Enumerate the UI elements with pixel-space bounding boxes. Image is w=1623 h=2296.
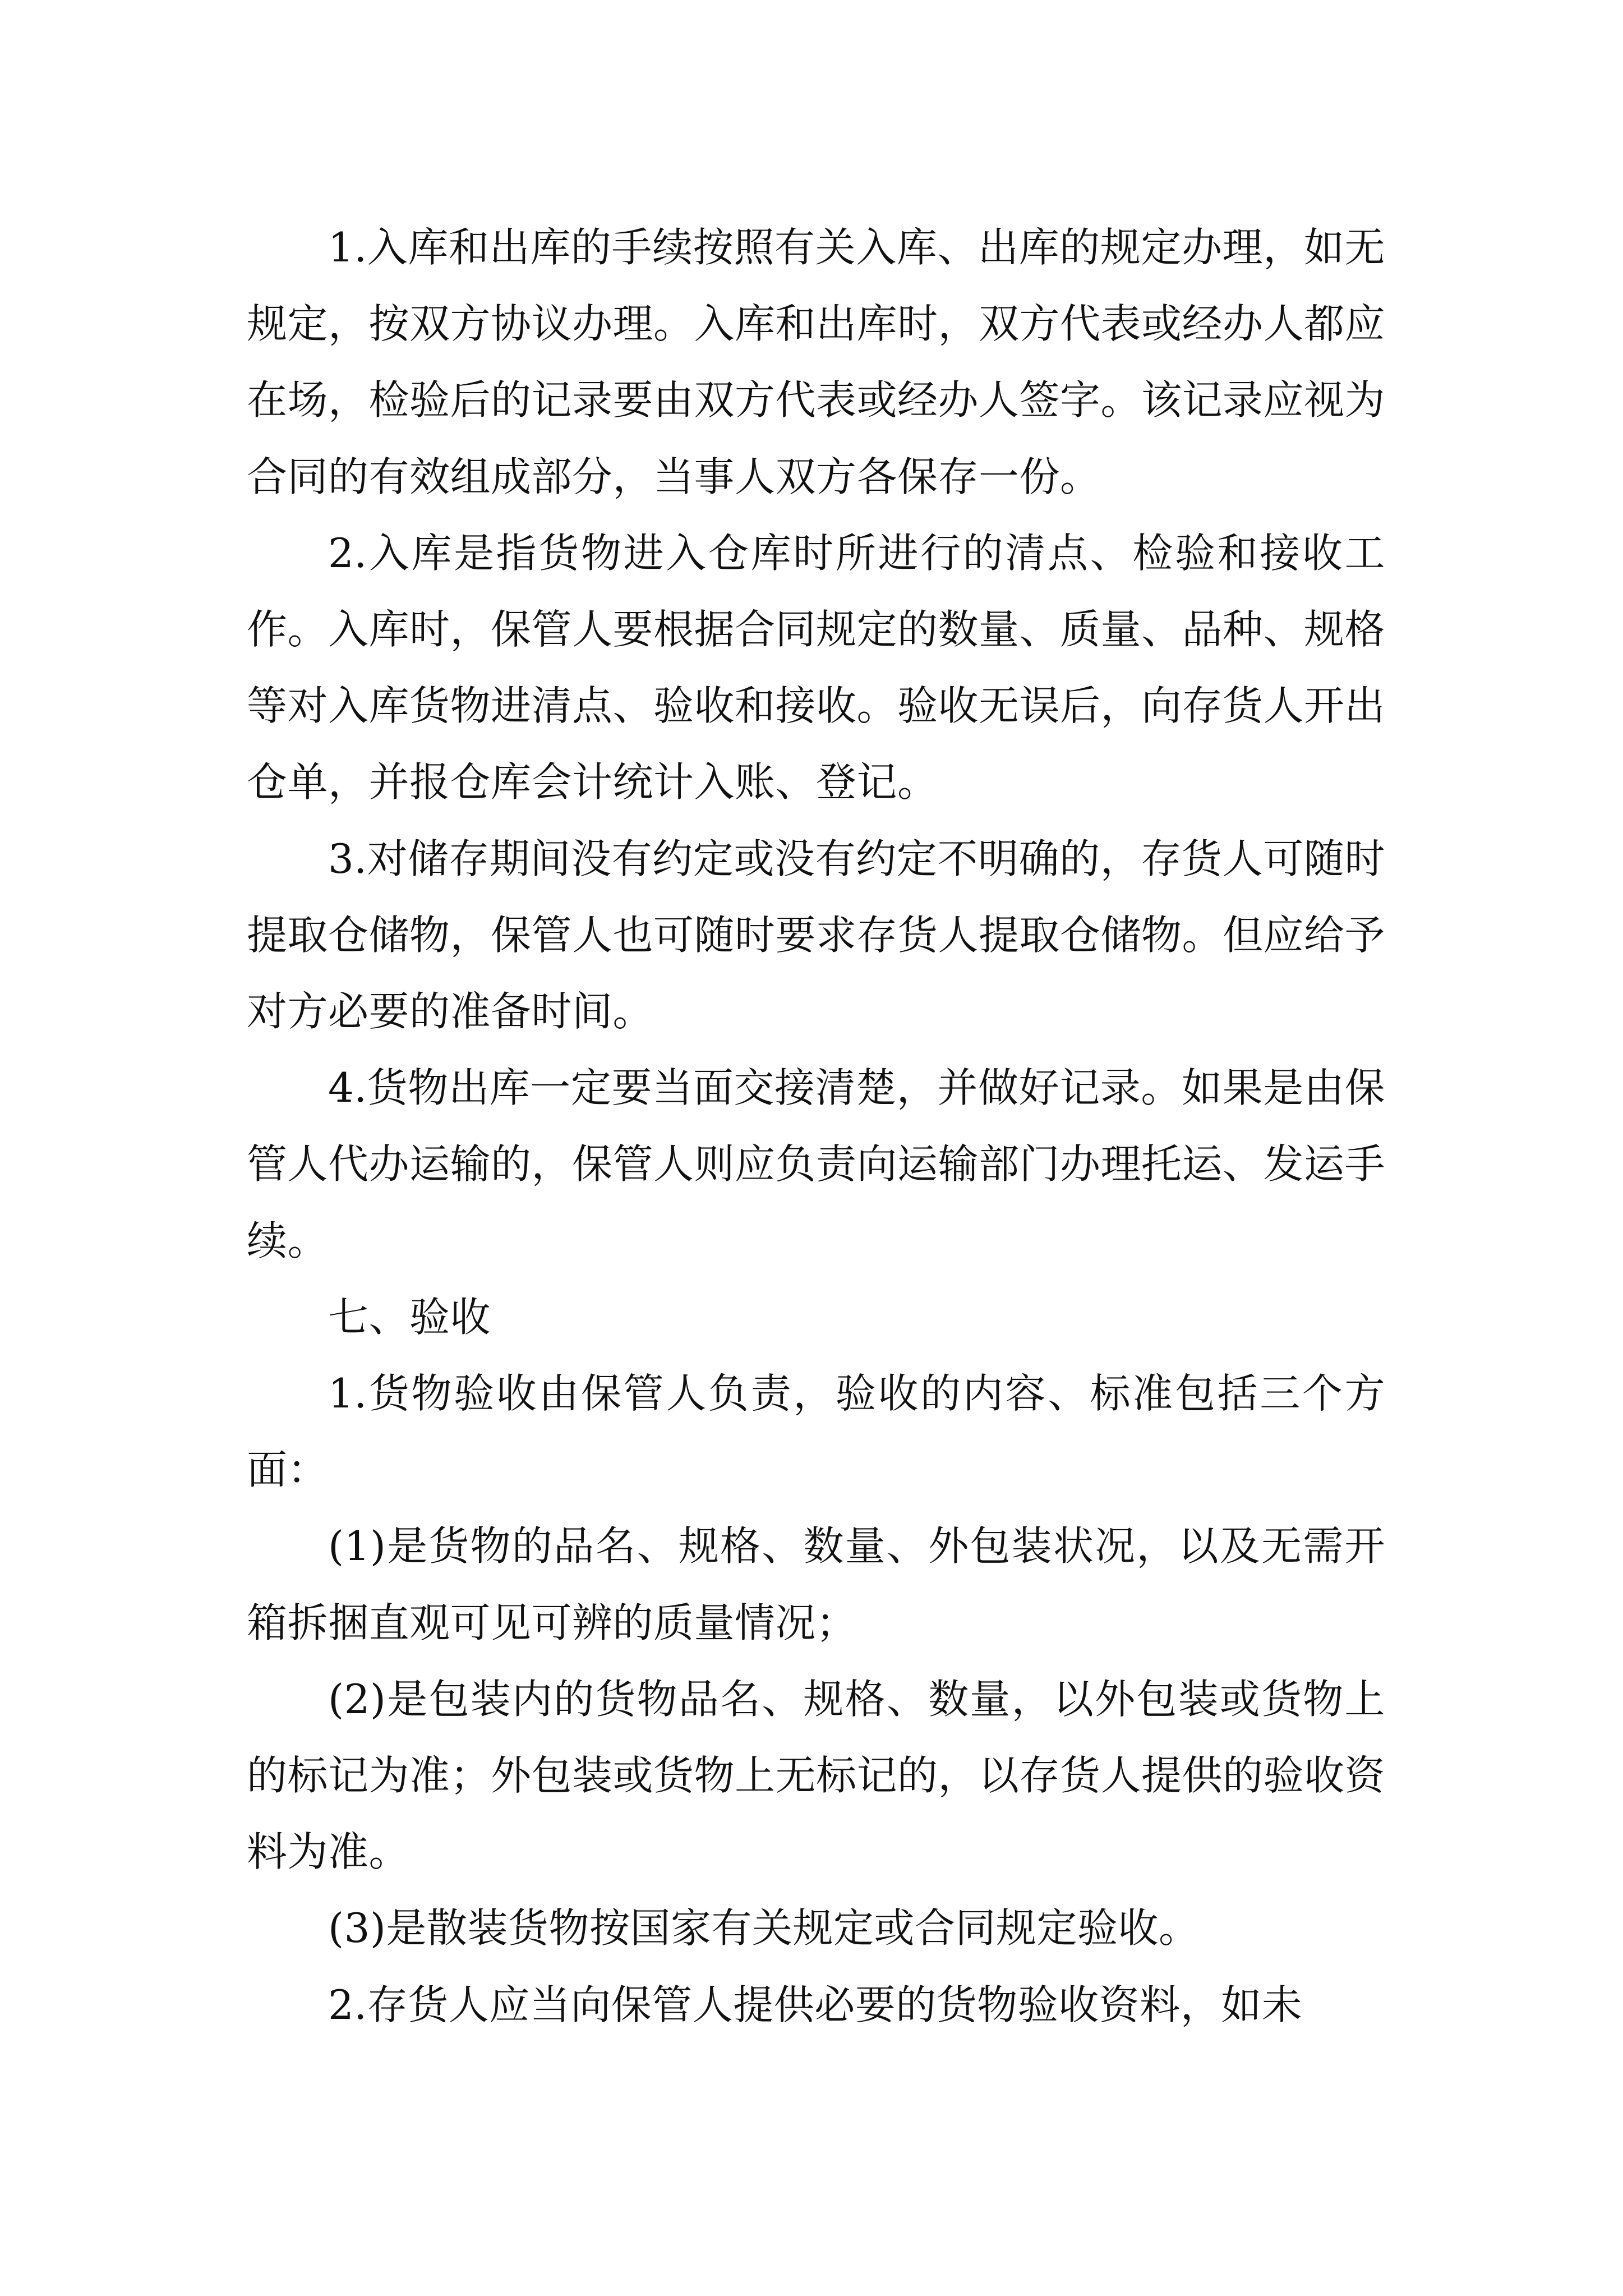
paragraph-warehouse-procedures: 1.入库和出库的手续按照有关入库、出库的规定办理，如无规定，按双方协议办理。入库和出库时，双方代表或经办人都应在场，检验后的记录要由双方代表或经办人签字。该记录应视为合同的有效组成部分，当事人双方各保存一份。 [247,224,1386,500]
paragraph-inspection-item-3: (3)是散装货物按国家有关规定或合同规定验收。 [328,1904,1200,1952]
paragraph-outbound-handover: 4.货物出库一定要当面交接清楚，并做好记录。如果是由保管人代办运输的，保管人则应负责向运输部门办理托运、发运手续。 [247,1064,1386,1264]
paragraph-inspection-item-2: (2)是包装内的货物品名、规格、数量，以外包装或货物上的标记为准；外包装或货物上无标记的，以存货人提供的验收资料为准。 [247,1675,1386,1876]
paragraph-inspection-materials: 2.存货人应当向保管人提供必要的货物验收资料，如未 [328,1981,1303,2028]
paragraph-inspection-item-1: (1)是货物的品名、规格、数量、外包装状况，以及无需开箱拆捆直观可见可辨的质量情况； [247,1522,1385,1646]
paragraph-inbound-definition: 2.入库是指货物进入仓库时所进行的清点、检验和接收工作。入库时，保管人要根据合同规定的数量、质量、品种、规格等对入库货物进清点、验收和接收。验收无误后，向存货人开出仓单，并报仓库会计统计入账、登记。 [247,529,1386,806]
paragraph-storage-period: 3.对储存期间没有约定或没有约定不明确的，存货人可随时提取仓储物，保管人也可随时要求存货人提取仓储物。但应给予对方必要的准备时间。 [247,835,1386,1036]
paragraph-inspection-responsibility: 1.货物验收由保管人负责，验收的内容、标准包括三个方面： [247,1370,1385,1494]
section-heading-inspection: 七、验收 [328,1293,491,1341]
document-body [247,209,1385,2043]
